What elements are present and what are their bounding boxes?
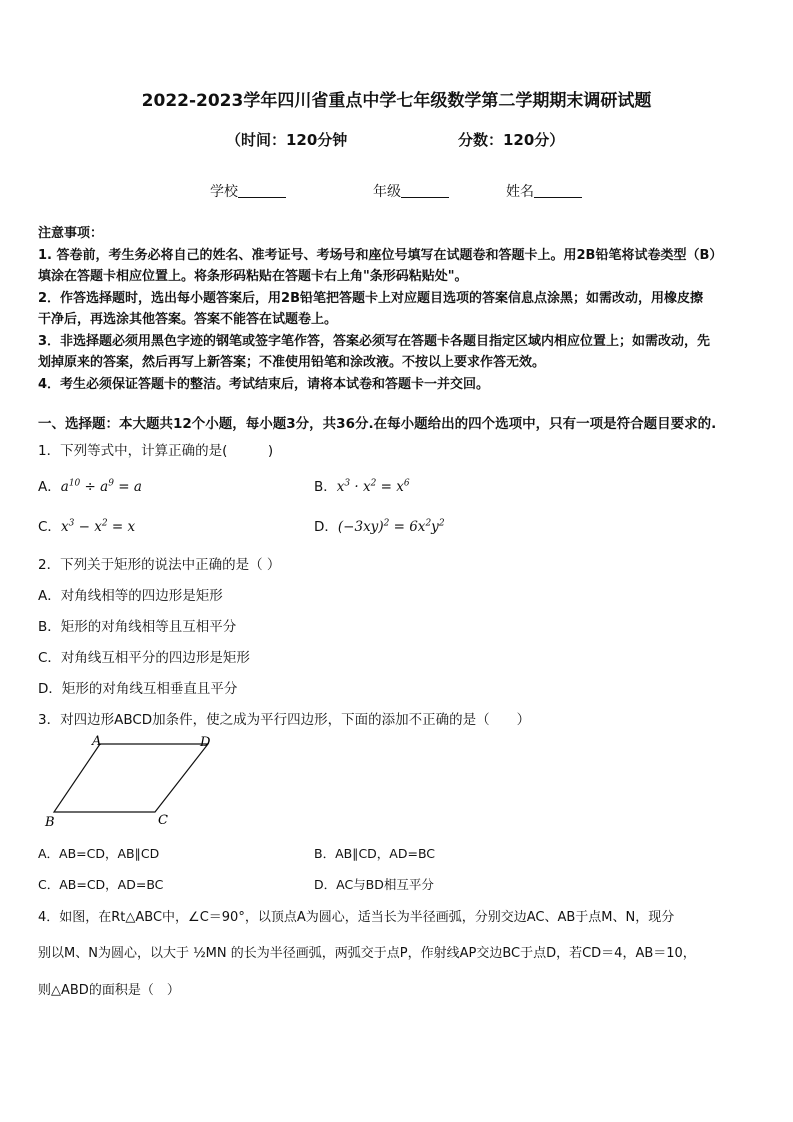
notice-line: 4．考生必须保证答题卡的整洁。考试结束后，请将本试卷和答题卡一并交回。	[38, 377, 490, 392]
notice-line: 2．作答选择题时，选出每小题答案后，用2B铅笔把答题卡上对应题目选项的答案信息点涂黑；如需改动，用橡皮擦	[38, 291, 704, 306]
formula: $x^3 - x^2 = x$	[60, 518, 136, 535]
question-4-line: 则△ABD的面积是（ ）	[38, 983, 180, 998]
option-label: B．	[314, 479, 337, 495]
question-4-line: 别以M、N为圆心，以大于 ½MN 的长为半径画弧，两弧交于点P，作射线AP交边BC于点D，若CD＝4，AB＝10，	[38, 946, 696, 961]
q1-option-a[interactable]	[38, 475, 142, 495]
question-2-stem: 2．下列关于矩形的说法中正确的是（ ）	[38, 557, 281, 573]
q2-option-d[interactable]: D．矩形的对角线互相垂直且平分	[38, 681, 238, 697]
option-label: D．	[314, 519, 338, 535]
notice-line: 干净后，再选涂其他答案。答案不能答在试题卷上。	[38, 312, 338, 327]
formula: $x^3 \cdot x^2 = x^6$	[336, 478, 410, 495]
question-4-line: 4．如图，在Rt△ABC中，∠C＝90°，以顶点A为圆心，适当长为半径画弧，分别交边AC、AB于点M、N，现分	[38, 910, 675, 925]
q1-option-b[interactable]	[314, 475, 410, 495]
option-label: C．	[38, 519, 61, 535]
q1-option-d[interactable]	[314, 515, 445, 535]
name-label: 姓名	[506, 184, 534, 200]
time-label: （时间：120分钟	[226, 131, 348, 149]
vertex-d-label: D	[200, 735, 211, 750]
vertex-b-label: B	[45, 815, 55, 830]
grade-blank[interactable]	[401, 183, 449, 198]
page-title: 2022-2023学年四川省重点中学七年级数学第二学期期末调研试题	[141, 91, 652, 111]
vertex-c-label: C	[158, 813, 168, 828]
parallelogram-shape	[54, 744, 208, 812]
score-label: 分数：120分）	[458, 131, 565, 149]
notice-heading: 注意事项：	[38, 226, 104, 241]
grade-field[interactable]	[373, 181, 449, 201]
question-1-stem: 1．下列等式中，计算正确的是( )	[38, 443, 274, 459]
option-label: A．	[38, 479, 61, 495]
school-label: 学校	[210, 184, 238, 200]
name-blank[interactable]	[534, 183, 582, 198]
q2-option-c[interactable]: C．对角线互相平分的四边形是矩形	[38, 650, 250, 666]
formula: $(-3xy)^2 = 6x^2y^2$	[337, 518, 445, 535]
notice-line: 1. 答卷前，考生务必将自己的姓名、准考证号、考场号和座位号填写在试题卷和答题卡上。用2B铅笔将试卷类型（B）	[38, 248, 723, 263]
parallelogram-figure	[40, 732, 230, 832]
q3-option-c[interactable]: C．AB=CD，AD=BC	[38, 877, 164, 892]
notice-line: 3．非选择题必须用黑色字迹的钢笔或签字笔作答，答案必须写在答题卡各题目指定区域内相应位置上；如需改动，先	[38, 334, 711, 349]
formula: $a^{10} \div a^9 = a$	[60, 478, 142, 495]
q1-option-c[interactable]	[38, 515, 135, 535]
q3-option-a[interactable]: A．AB=CD，AB∥CD	[38, 846, 160, 861]
q3-option-b[interactable]: B．AB∥CD，AD=BC	[314, 846, 436, 861]
school-field[interactable]	[210, 181, 286, 201]
q3-option-d[interactable]: D．AC与BD相互平分	[314, 877, 434, 892]
vertex-a-label: A	[92, 734, 102, 749]
school-blank[interactable]	[238, 183, 286, 198]
notice-line: 划掉原来的答案，然后再写上新答案；不准使用铅笔和涂改液。不按以上要求作答无效。	[38, 355, 546, 370]
grade-label: 年级	[373, 184, 401, 200]
q2-option-b[interactable]: B．矩形的对角线相等且互相平分	[38, 619, 237, 635]
q2-option-a[interactable]: A．对角线相等的四边形是矩形	[38, 588, 223, 604]
section-heading: 一、选择题：本大题共12个小题，每小题3分，共36分.在每小题给出的四个选项中，只有一项是符合题目要求的.	[38, 416, 717, 432]
question-3-stem: 3．对四边形ABCD加条件，使之成为平行四边形，下面的添加不正确的是（ ）	[38, 712, 531, 728]
name-field[interactable]	[506, 181, 582, 201]
notice-line: 填涂在答题卡相应位置上。将条形码粘贴在答题卡右上角"条形码粘贴处"。	[38, 269, 468, 284]
